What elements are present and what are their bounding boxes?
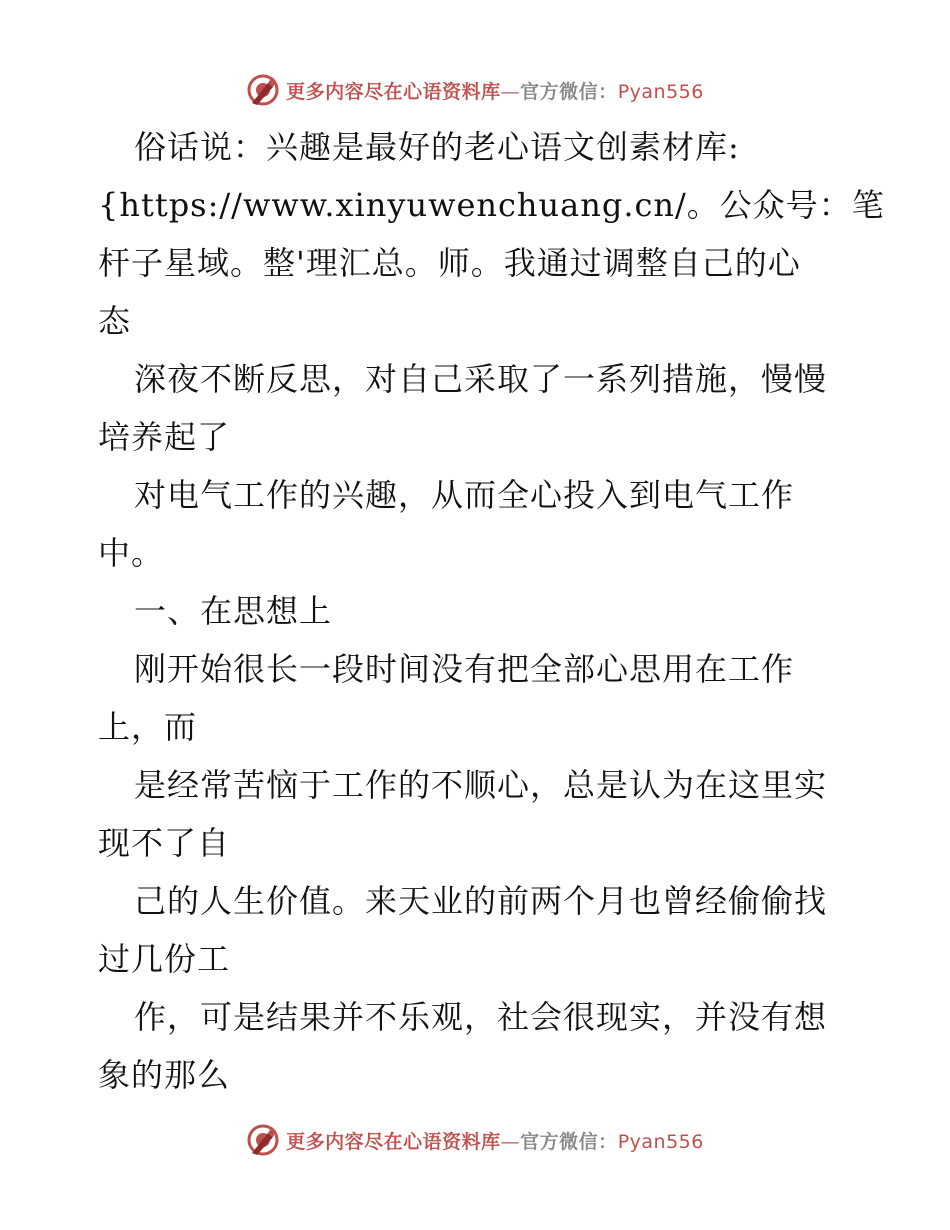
body-line: 过几份工 bbox=[98, 940, 231, 978]
body-line: 象的那么 bbox=[98, 1056, 231, 1094]
body-line: 作，可是结果并不乐观，社会很现实，并没有想 bbox=[134, 998, 828, 1036]
body-line: 现不了自 bbox=[98, 824, 231, 862]
document-body bbox=[98, 118, 885, 1104]
section-heading: 一、在思想上 bbox=[134, 592, 333, 630]
wechat-id: Pyan556 bbox=[617, 1130, 704, 1153]
pen-logo-icon bbox=[246, 1123, 280, 1157]
body-line: 己的人生价值。来天业的前两个月也曾经偷偷找 bbox=[134, 882, 828, 920]
footer-banner-text: 更多内容尽在心语资料库—官方微信：Pyan556 bbox=[286, 1130, 704, 1153]
body-line: 深夜不断反思，对自己采取了一系列措施，慢慢 bbox=[134, 360, 828, 398]
body-line: 刚开始很长一段时间没有把全部心思用在工作 bbox=[134, 650, 795, 688]
pen-logo-icon bbox=[246, 73, 280, 107]
body-line: 培养起了 bbox=[98, 418, 231, 456]
body-line: 对电气工作的兴趣，从而全心投入到电气工作 bbox=[134, 476, 795, 514]
body-line: 俗话说：兴趣是最好的老心语文创素材库: bbox=[134, 128, 740, 166]
body-line: 中。 bbox=[98, 534, 165, 572]
body-line: 态 bbox=[98, 302, 132, 340]
wechat-id: Pyan556 bbox=[617, 80, 704, 103]
header-banner-text: 更多内容尽在心语资料库—官方微信：Pyan556 bbox=[286, 80, 704, 103]
header-banner bbox=[0, 70, 950, 110]
footer-banner bbox=[0, 1120, 950, 1160]
body-line: {https://www.xinyuwenchuang.cn/。公众号：笔 bbox=[98, 186, 885, 224]
body-line: 上，而 bbox=[98, 708, 198, 746]
body-line: 杆子星域。整'理汇总。师。我通过调整自己的心 bbox=[98, 244, 801, 282]
body-line: 是经常苦恼于工作的不顺心，总是认为在这里实 bbox=[134, 766, 828, 804]
